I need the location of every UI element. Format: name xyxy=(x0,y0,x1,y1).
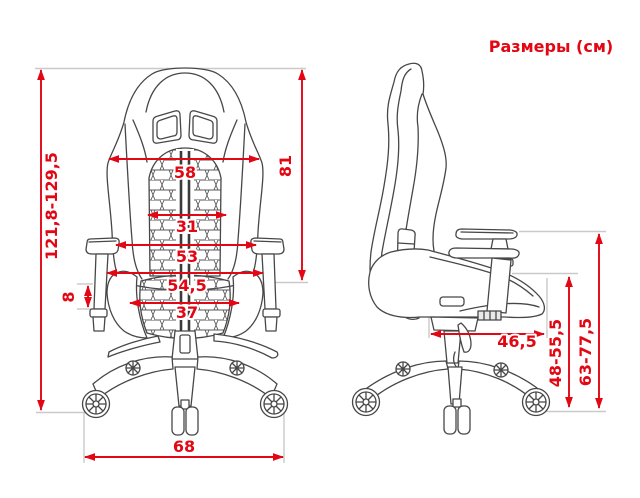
tilt-lever-right xyxy=(214,334,278,358)
gas-lift-detail xyxy=(180,335,190,353)
side-mechanism xyxy=(431,317,478,331)
side-seat xyxy=(369,249,545,318)
side-caster-left xyxy=(353,389,380,416)
dim-label-total-height: 121,8-129,5 xyxy=(42,152,61,260)
side-caster-front xyxy=(444,399,470,434)
rear-caster-left xyxy=(126,361,140,375)
caster-left xyxy=(83,391,110,418)
dim-label-seat-height: 48-55,5 xyxy=(546,318,565,388)
tilt-lever-left xyxy=(108,336,160,357)
side-rear-caster-right xyxy=(494,363,508,377)
rear-caster-right xyxy=(230,361,244,375)
dim-label-seat-depth: 46,5 xyxy=(497,332,537,351)
side-gas-lift xyxy=(444,331,461,363)
side-seat-adjuster xyxy=(440,297,464,306)
dim-label-seat-width-inner: 37 xyxy=(175,303,199,322)
dim-label-armrest-span: 53 xyxy=(175,247,199,266)
dim-label-back-width: 58 xyxy=(173,163,197,182)
dim-label-backrest-height: 81 xyxy=(276,154,295,178)
diagram-title: Размеры (см) xyxy=(488,37,614,56)
caster-front xyxy=(172,400,198,435)
side-rear-caster-left xyxy=(396,362,410,376)
dim-label-armrest-height-adjust: 8 xyxy=(59,291,78,303)
side-caster-right xyxy=(523,389,550,416)
dim-label-seat-width-outer: 54,5 xyxy=(167,276,207,295)
dim-label-armrest-floor-height: 63-77,5 xyxy=(576,317,595,387)
dim-label-back-panel-width: 31 xyxy=(175,217,199,236)
dim-label-base-diameter: 68 xyxy=(172,437,196,456)
caster-right xyxy=(261,391,288,418)
side-view-chair xyxy=(353,63,550,434)
